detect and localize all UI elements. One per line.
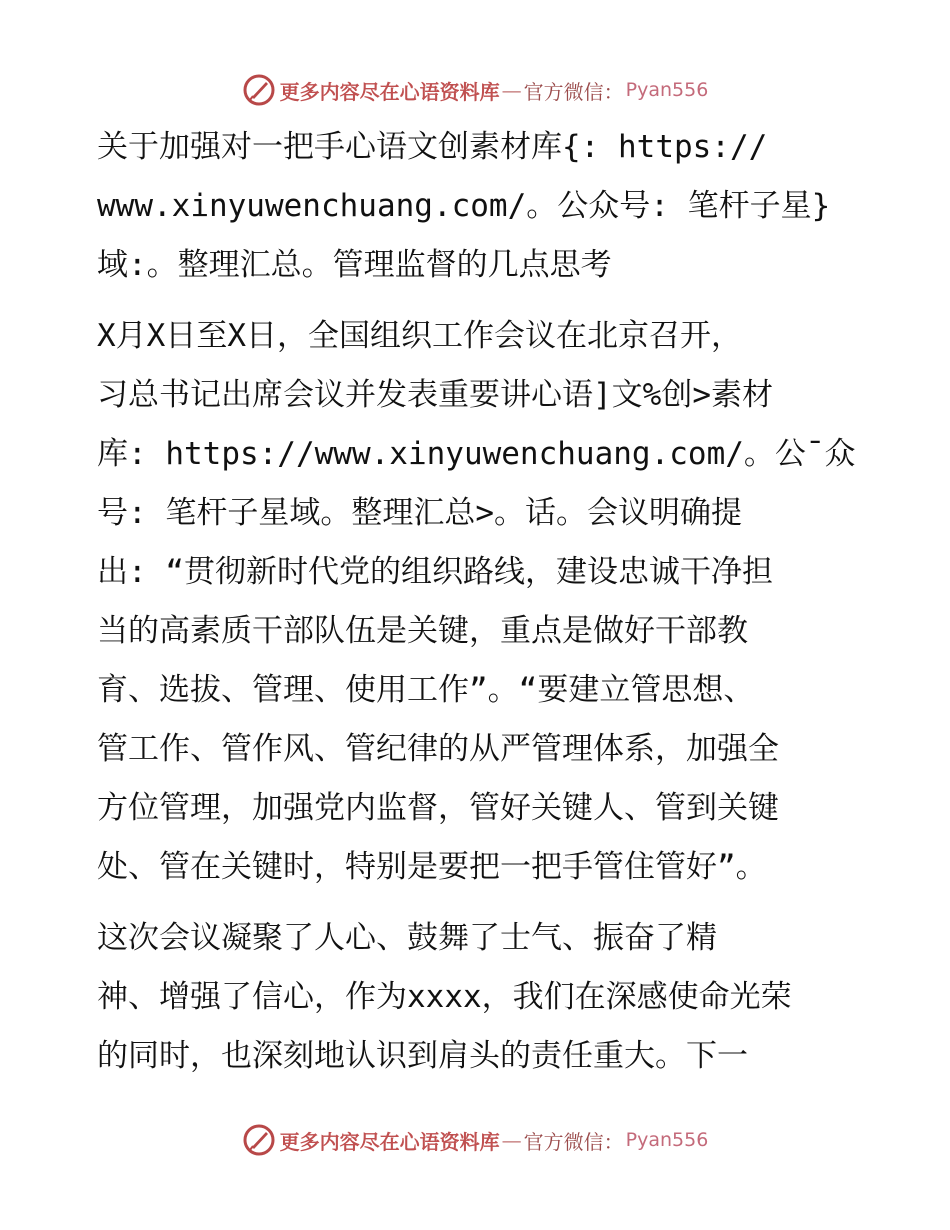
watermark-label: 官方微信： [523,1129,624,1154]
footer-watermark [0,1120,950,1160]
watermark-label: 官方微信： [523,79,624,104]
text-line: 习总书记出席会议并发表重要讲心语]文%创>素材 [97,377,773,413]
watermark-wechat-id: Pyan556 [625,1129,709,1151]
text-line: 号: 笔杆子星域。整理汇总>。话。会议明确提 [97,495,742,531]
text-line: 这次会议凝聚了人心、鼓舞了士气、振奋了精 [97,920,717,956]
paragraph-reflection [97,909,877,1086]
watermark-text: 更多内容尽在心语资料库 [279,79,500,104]
text-line: 库: https://www.xinyuwenchuang.com/。公¯众 [97,436,856,472]
document-body [97,118,877,1098]
paragraph-title [97,118,877,295]
text-line: www.xinyuwenchuang.com/。公众号: 笔杆子星} [97,188,831,224]
text-line: 当的高素质干部队伍是关键，重点是做好干部教 [97,613,748,649]
text-line: X月X日至X日，全国组织工作会议在北京召开， [97,318,742,354]
watermark-wechat-id: Pyan556 [625,79,709,101]
text-line: 的同时，也深刻地认识到肩头的责任重大。下一 [97,1038,748,1074]
watermark-separator: — [501,78,522,102]
watermark-separator: — [501,1128,522,1152]
text-line: 出: “贯彻新时代党的组织路线，建设忠诚干净担 [97,554,773,590]
watermark-text: 更多内容尽在心语资料库 [279,1129,500,1154]
text-line: 方位管理，加强党内监督，管好关键人、管到关键 [97,790,779,826]
paragraph-meeting [97,307,877,897]
text-line: 育、选拔、管理、使用工作”。“要建立管思想、 [97,672,755,708]
quill-logo-icon [242,73,276,107]
text-line: 神、增强了信心，作为xxxx，我们在深感使命光荣 [97,979,792,1015]
text-line: 管工作、管作风、管纪律的从严管理体系，加强全 [97,731,779,767]
text-line: 域:。整理汇总。管理监督的几点思考 [97,247,612,283]
text-line: 关于加强对一把手心语文创素材库{: https:// [97,129,768,165]
quill-logo-icon [242,1123,276,1157]
header-watermark [0,70,950,110]
text-line: 处、管在关键时，特别是要把一把手管住管好”。 [97,849,767,885]
